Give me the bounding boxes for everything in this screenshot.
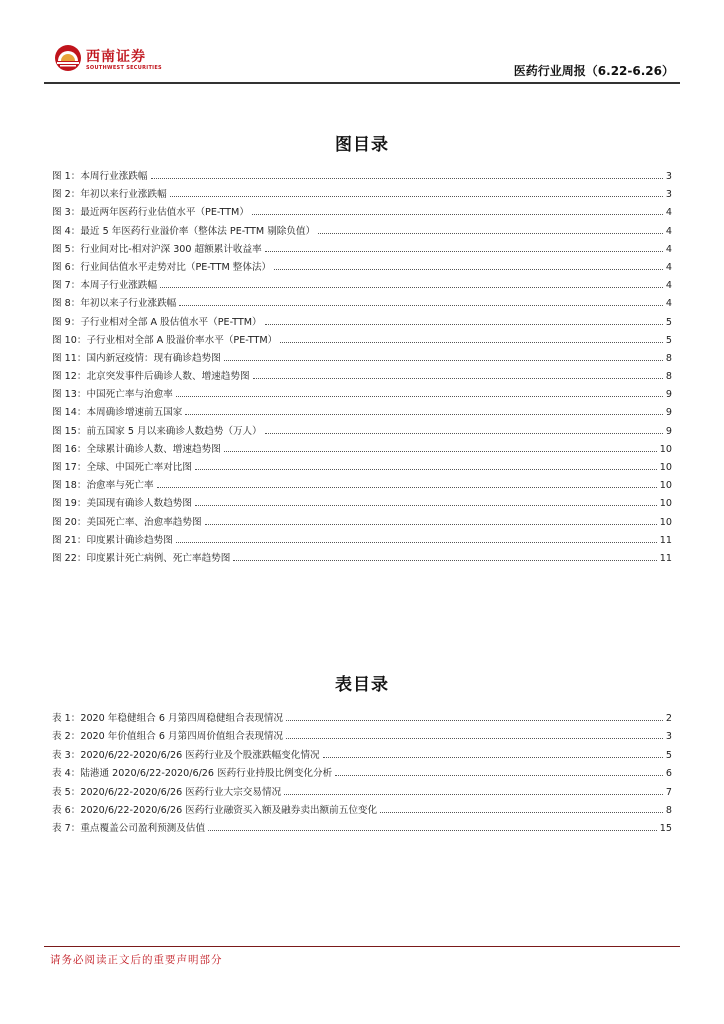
toc-entry[interactable]: [52, 313, 672, 331]
toc-entry-label: 表 1：2020 年稳健组合 6 月第四周稳健组合表现情况: [52, 713, 284, 724]
toc-entry-label: 图 15：前五国家 5 月以来确诊人数趋势（万人）: [52, 425, 262, 437]
toc-entry[interactable]: [52, 167, 672, 185]
toc-dot-leader: [380, 801, 663, 813]
toc-entry-page: 9: [665, 389, 672, 401]
toc-entry-label: 图 16：全球累计确诊人数、增速趋势图: [52, 443, 221, 455]
page-header: [44, 38, 680, 82]
toc-entry[interactable]: [52, 783, 672, 801]
toc-entry-label: 图 21：印度累计确诊趋势图: [52, 534, 173, 546]
toc-entry-label: 图 4：最近 5 年医药行业溢价率（整体法 PE-TTM 剔除负值）: [52, 225, 316, 237]
toc-entry[interactable]: [52, 513, 672, 531]
toc-entry[interactable]: [52, 819, 672, 837]
toc-entry[interactable]: [52, 801, 672, 819]
toc-dot-leader: [265, 313, 663, 325]
toc-entry[interactable]: [52, 185, 672, 203]
toc-dot-leader: [253, 367, 663, 379]
toc-entry-page: 10: [659, 462, 672, 473]
toc-entry-page: 4: [665, 280, 672, 292]
toc-entry-label: 图 10：子行业相对全部 A 股溢价率水平（PE-TTM）: [52, 334, 278, 346]
header-divider: [44, 82, 680, 84]
toc-entry[interactable]: [52, 476, 672, 494]
toc-entry-page: 3: [665, 189, 672, 201]
toc-dot-leader: [195, 458, 657, 470]
toc-entry-label: 图 18：治愈率与死亡率: [52, 480, 154, 492]
toc-dot-leader: [252, 203, 663, 215]
toc-dot-leader: [179, 294, 663, 306]
toc-dot-leader: [151, 167, 663, 179]
toc-entry[interactable]: [52, 727, 672, 745]
toc-entry[interactable]: [52, 385, 672, 403]
toc-entry[interactable]: [52, 494, 672, 512]
toc-dot-leader: [265, 240, 663, 252]
toc-dot-leader: [280, 331, 663, 343]
toc-dot-leader: [157, 476, 657, 488]
toc-entry-label: 图 1：本周行业涨跌幅: [52, 171, 148, 182]
toc-entry-label: 表 3：2020/6/22-2020/6/26 医药行业及个股涨跌幅变化情况: [52, 749, 320, 761]
toc-dot-leader: [265, 422, 663, 434]
toc-entry[interactable]: [52, 440, 672, 458]
toc-entry-page: 7: [665, 786, 672, 798]
toc-entry[interactable]: [52, 276, 672, 294]
toc-dot-leader: [318, 222, 663, 234]
toc-entry[interactable]: [52, 709, 672, 727]
toc-entry-page: 5: [665, 749, 672, 761]
toc-dot-leader: [205, 513, 657, 525]
toc-entry-label: 图 13：中国死亡率与治愈率: [52, 389, 173, 401]
toc-entry-label: 图 14：本周确诊增速前五国家: [52, 407, 183, 419]
toc-entry[interactable]: [52, 746, 672, 764]
toc-entry-page: 2: [665, 713, 672, 724]
toc-entry-page: 8: [665, 371, 672, 383]
toc-dot-leader: [284, 783, 663, 795]
toc-dot-leader: [170, 185, 663, 197]
toc-dot-leader: [176, 385, 663, 397]
report-title: 医药行业周报（6.22-6.26）: [513, 64, 674, 78]
toc-entry-label: 图 5：行业间对比-相对沪深 300 超额累计收益率: [52, 243, 262, 255]
toc-entry[interactable]: [52, 458, 672, 476]
toc-entry-page: 11: [659, 552, 672, 564]
toc-entry-label: 表 2：2020 年价值组合 6 月第四周价值组合表现情况: [52, 731, 284, 743]
toc-dot-leader: [160, 276, 663, 288]
toc-entry[interactable]: [52, 258, 672, 276]
toc-entry[interactable]: [52, 422, 672, 440]
toc-dot-leader: [208, 819, 657, 831]
toc-dot-leader: [274, 258, 663, 270]
figure-index-title: 图目录: [335, 135, 389, 155]
toc-entry[interactable]: [52, 203, 672, 221]
toc-entry[interactable]: [52, 549, 672, 567]
logo-chinese-name: 西南证券: [86, 49, 146, 65]
toc-entry-page: 3: [665, 171, 672, 182]
toc-entry-label: 图 17：全球、中国死亡率对比图: [52, 462, 192, 473]
toc-entry-page: 4: [665, 243, 672, 255]
toc-entry-label: 图 22：印度累计死亡病例、死亡率趋势图: [52, 552, 231, 564]
toc-entry-label: 表 5：2020/6/22-2020/6/26 医药行业大宗交易情况: [52, 786, 282, 798]
toc-entry-label: 图 20：美国死亡率、治愈率趋势图: [52, 516, 202, 528]
toc-entry-label: 图 19：美国现有确诊人数趋势图: [52, 498, 192, 510]
toc-entry[interactable]: [52, 403, 672, 421]
toc-entry-label: 图 2：年初以来行业涨跌幅: [52, 189, 167, 201]
toc-entry[interactable]: [52, 294, 672, 312]
toc-entry-page: 10: [659, 516, 672, 528]
toc-entry[interactable]: [52, 222, 672, 240]
toc-entry-label: 图 6：行业间估值水平走势对比（PE-TTM 整体法）: [52, 261, 272, 273]
toc-entry-page: 6: [665, 768, 672, 780]
toc-entry-label: 表 6：2020/6/22-2020/6/26 医药行业融资买入额及融券卖出额前五位变化: [52, 804, 378, 816]
toc-entry-label: 图 7：本周子行业涨跌幅: [52, 280, 158, 292]
toc-dot-leader: [233, 549, 656, 561]
toc-entry[interactable]: [52, 331, 672, 349]
toc-entry[interactable]: [52, 764, 672, 782]
toc-dot-leader: [286, 709, 663, 721]
toc-entry-label: 图 9：子行业相对全部 A 股估值水平（PE-TTM）: [52, 316, 262, 328]
toc-entry-page: 5: [665, 334, 672, 346]
toc-entry-page: 10: [659, 443, 672, 455]
toc-entry-page: 8: [665, 804, 672, 816]
footer-divider: [44, 946, 680, 947]
table-index-list: [52, 709, 672, 838]
toc-entry-page: 10: [659, 480, 672, 492]
toc-entry-page: 9: [665, 425, 672, 437]
toc-dot-leader: [176, 531, 657, 543]
toc-dot-leader: [195, 494, 657, 506]
toc-entry[interactable]: [52, 240, 672, 258]
toc-entry-page: 5: [665, 316, 672, 328]
toc-entry-page: 4: [665, 298, 672, 310]
toc-entry-label: 图 11：国内新冠疫情：现有确诊趋势图: [52, 352, 221, 364]
toc-dot-leader: [185, 403, 663, 415]
toc-dot-leader: [224, 349, 663, 361]
table-index-title: 表目录: [335, 675, 389, 695]
toc-entry-page: 15: [659, 823, 672, 835]
toc-entry-page: 3: [665, 731, 672, 743]
toc-entry-label: 图 12：北京突发事件后确诊人数、增速趋势图: [52, 371, 250, 383]
toc-entry-label: 图 8：年初以来子行业涨跌幅: [52, 298, 177, 310]
toc-entry-label: 图 3：最近两年医药行业估值水平（PE-TTM）: [52, 207, 249, 219]
toc-dot-leader: [335, 764, 663, 776]
logo-emblem-icon: [54, 44, 82, 72]
toc-dot-leader: [224, 440, 657, 452]
toc-dot-leader: [286, 727, 663, 739]
toc-entry-label: 表 4：陆港通 2020/6/22-2020/6/26 医药行业持股比例变化分析: [52, 768, 333, 780]
figure-index-list: [52, 167, 672, 567]
logo-english-name: SOUTHWEST SECURITIES: [86, 65, 162, 71]
toc-entry-page: 4: [665, 261, 672, 273]
toc-entry[interactable]: [52, 349, 672, 367]
company-logo: [54, 44, 194, 78]
toc-dot-leader: [323, 746, 663, 758]
toc-entry-page: 9: [665, 407, 672, 419]
toc-entry-label: 表 7：重点覆盖公司盈利预测及估值: [52, 823, 206, 835]
toc-entry[interactable]: [52, 367, 672, 385]
toc-entry[interactable]: [52, 531, 672, 549]
toc-entry-page: 10: [659, 498, 672, 510]
toc-entry-page: 11: [659, 534, 672, 546]
toc-entry-page: 8: [665, 352, 672, 364]
toc-entry-page: 4: [665, 225, 672, 237]
toc-entry-page: 4: [665, 207, 672, 219]
footer-disclaimer: 请务必阅读正文后的重要声明部分: [50, 954, 223, 966]
